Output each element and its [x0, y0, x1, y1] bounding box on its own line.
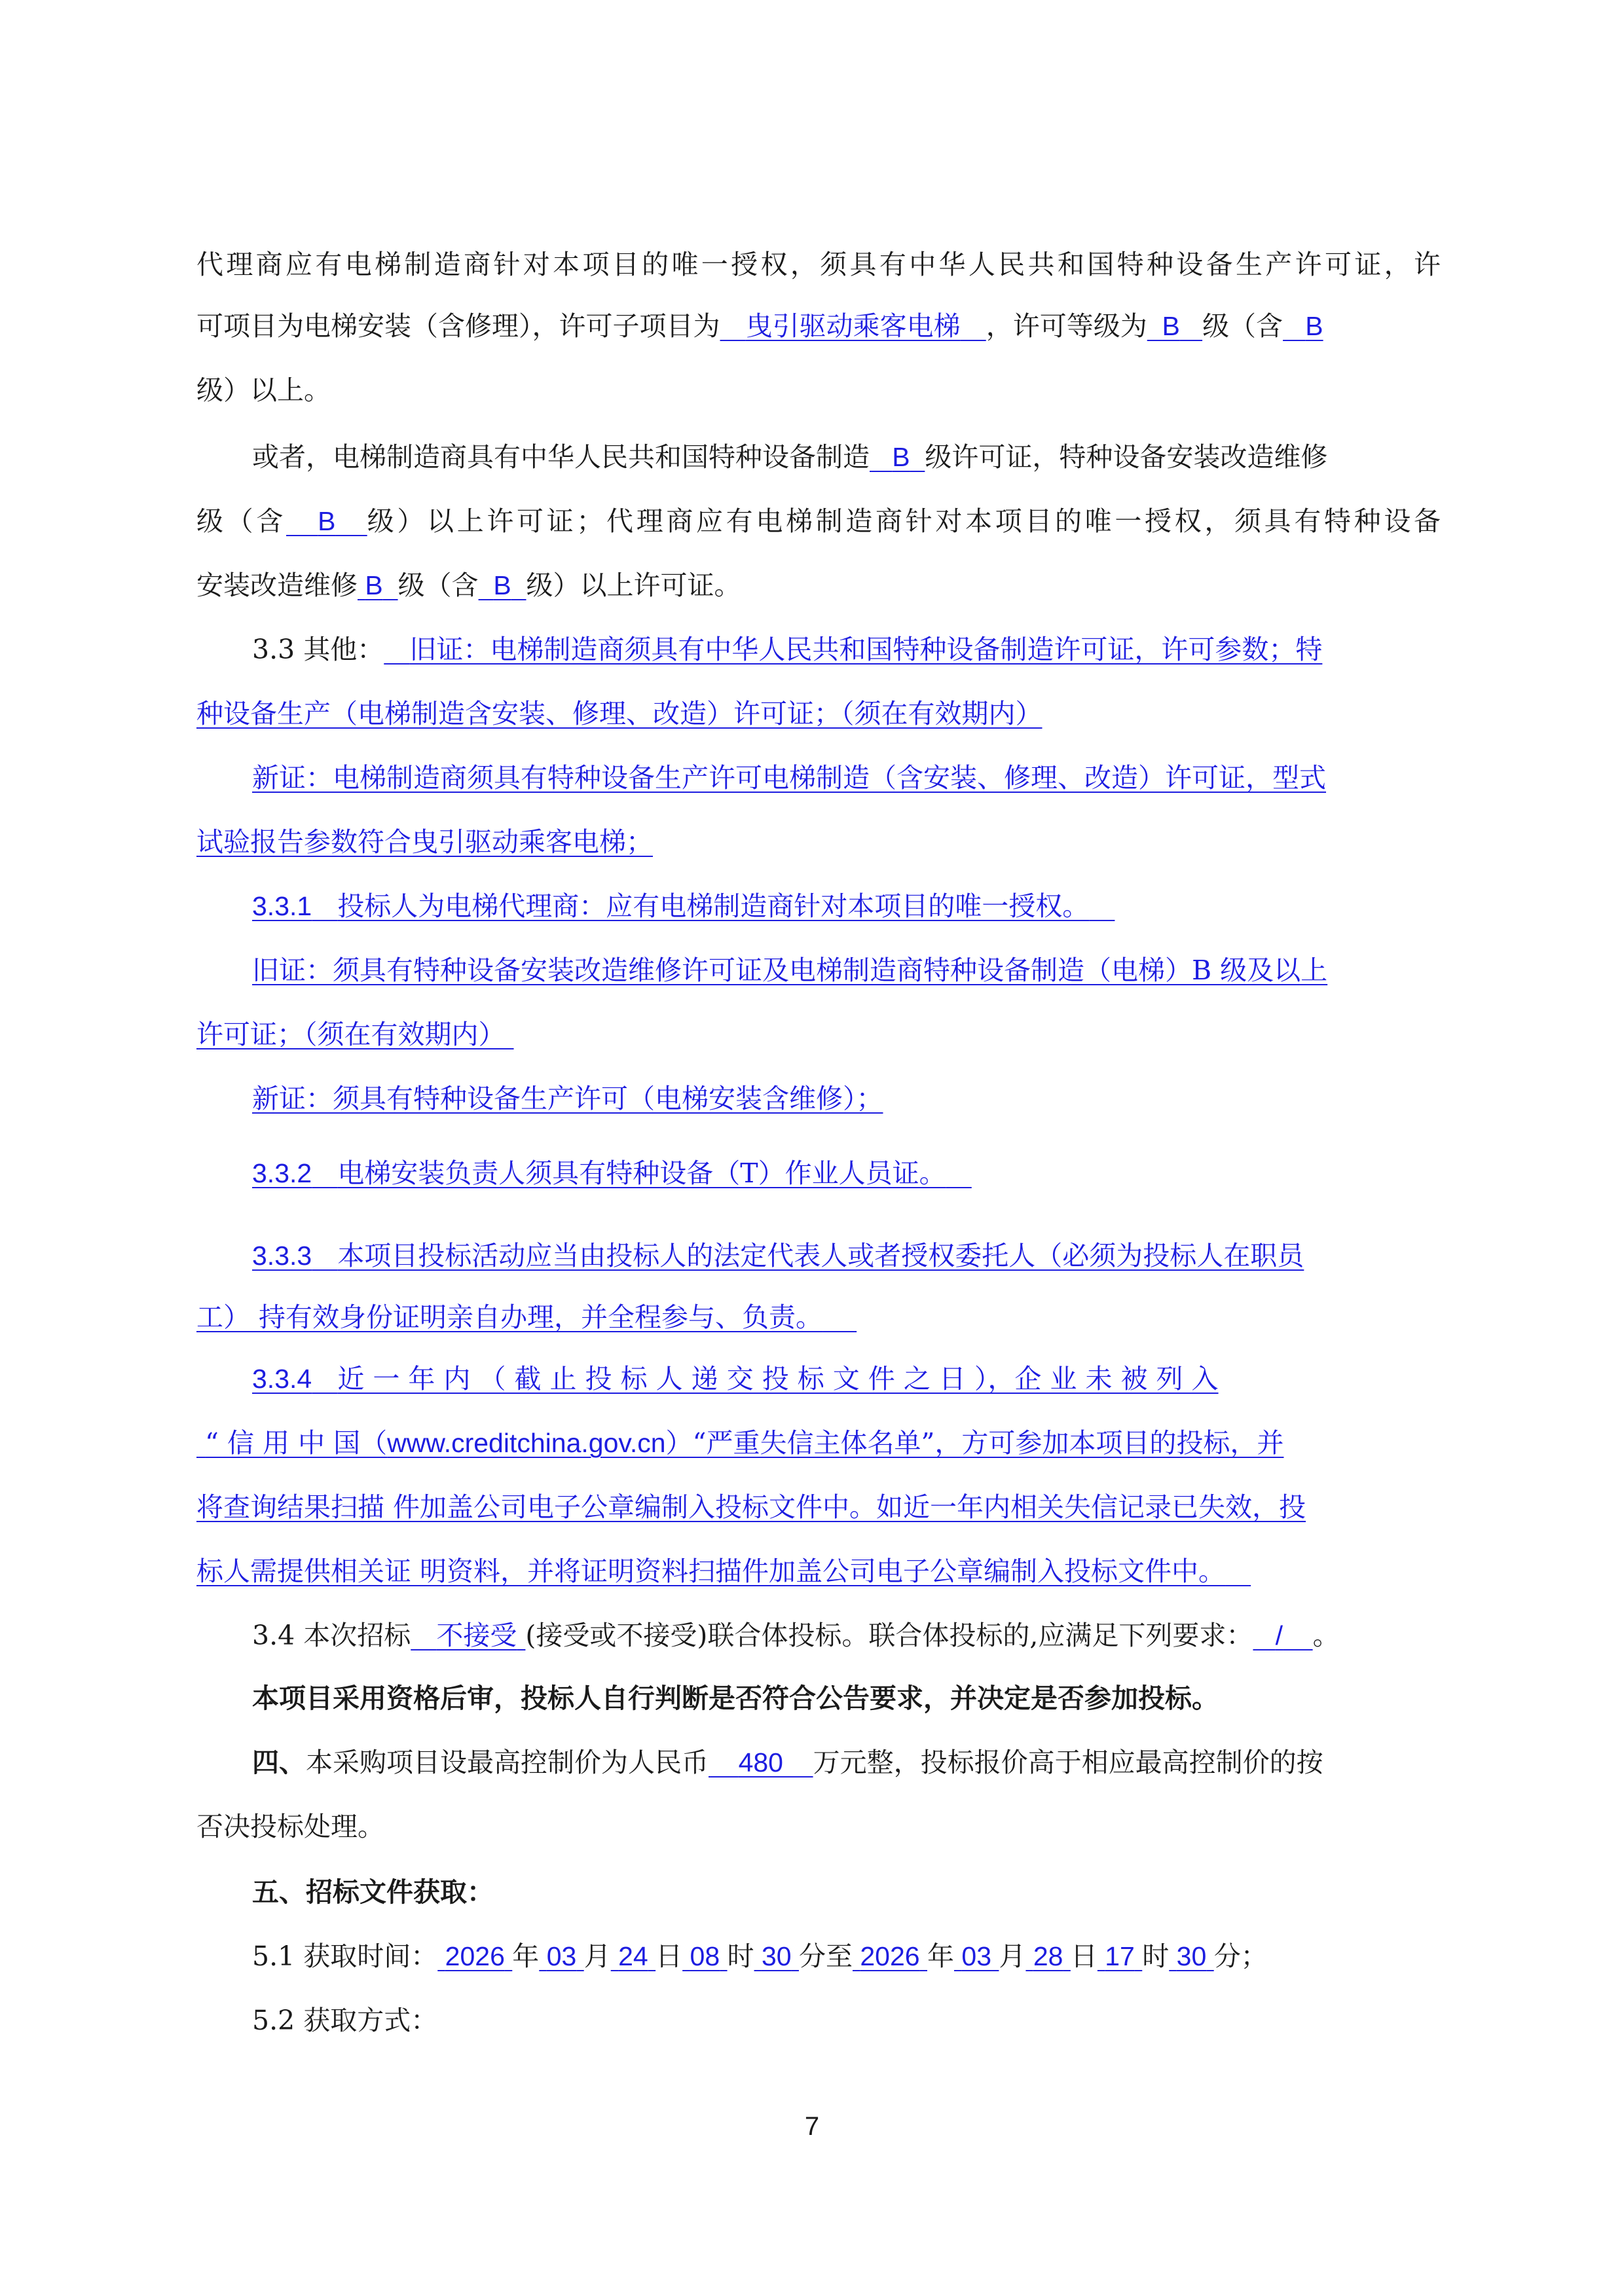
new-cert-text: 新证：电梯制造商须具有特种设备生产许可电梯制造（含安装、修理、改造）许可证，型式	[252, 762, 1326, 793]
text: 级（含	[1202, 310, 1283, 342]
s334-text: 3.3.4 近 一 年 内 （ 截 止 投 标 人 递 交 投 标 文 件 之 日 ），企 业 未 被 列 入	[252, 1363, 1219, 1394]
s333-text: 3.3.3 本项目投标活动应当由投标人的法定代表人或者授权委托人（必须为投标人在职员	[252, 1240, 1304, 1271]
grade-field: B	[493, 570, 511, 600]
text: 级（含	[397, 570, 479, 601]
section-label: 3.3 其他：	[252, 634, 384, 665]
grade-field: B	[365, 570, 383, 600]
s334-line1	[252, 1362, 1441, 1396]
p1-line1	[196, 247, 1441, 282]
end-month: 03	[961, 1941, 992, 1971]
max-price-field: 480	[738, 1747, 783, 1777]
text: 级）以上许可证。	[526, 570, 741, 601]
text: 可项目为电梯安装（含修理），许可子项目为	[196, 310, 720, 342]
text: 或者，电梯制造商具有中华人民共和国特种设备制造	[252, 441, 870, 473]
s334-text: 标人需提供相关证 明资料，并将证明资料扫描件加盖公司电子公章编制入投标文件中。	[196, 1556, 1226, 1587]
start-day: 24	[618, 1941, 648, 1971]
consortium-field: 不接受	[436, 1620, 517, 1651]
s33-line3	[252, 761, 1496, 795]
s334-line2	[196, 1426, 1441, 1460]
s4-line2	[196, 1810, 1441, 1844]
s331-line2	[252, 953, 1496, 987]
s331-line4	[252, 1082, 1496, 1116]
section-heading: 四、	[252, 1747, 306, 1778]
text: 本采购项目设最高控制价为人民币	[306, 1747, 709, 1778]
text: 代理商应有电梯制造商针对本项目的唯一授权，须具有中华人民共和国特种设备生产许可证，许	[196, 249, 1441, 280]
text: 安装改造维修	[196, 570, 358, 601]
credit-china-url: www.creditchina.gov.cn	[387, 1428, 666, 1458]
end-day: 28	[1033, 1941, 1063, 1971]
text: 级（含	[196, 505, 286, 537]
old-cert-text: 旧证：电梯制造商须具有中华人民共和国特种设备制造许可证，许可参数；特	[409, 634, 1323, 665]
text: ，许可等级为	[986, 310, 1147, 342]
start-year: 2026	[445, 1941, 505, 1971]
grade-field: B	[1305, 311, 1323, 341]
s34-line	[252, 1618, 1441, 1652]
s332-line	[252, 1156, 1496, 1190]
grade-field: B	[892, 442, 910, 472]
s33-line1	[252, 632, 1441, 666]
text: 5.1 获取时间：	[252, 1941, 438, 1972]
s333-line1	[252, 1239, 1496, 1273]
s5-title: 五、招标文件获取：	[252, 1876, 494, 1908]
text: 级许可证，特种设备安装改造维修	[925, 441, 1328, 473]
grade-field: B	[318, 506, 336, 536]
qualification-note: 本项目采用资格后审，投标人自行判断是否符合公告要求，并决定是否参加投标。	[252, 1683, 1219, 1714]
sub-item-field: 曳引驱动乘客电梯	[745, 310, 961, 342]
text: 级）以上。	[196, 374, 331, 406]
p1-line3	[196, 373, 1441, 407]
text: 级）以上许可证；代理商应有电梯制造商针对本项目的唯一授权，须具有特种设备	[367, 505, 1441, 537]
s334-line3	[196, 1490, 1441, 1524]
s334-line4	[196, 1554, 1441, 1588]
s331-line3	[196, 1017, 1441, 1051]
start-hour: 08	[690, 1941, 720, 1971]
s334-text: 将查询结果扫描 件加盖公司电子公章编制入投标文件中。如近一年内相关失信记录已失效，投	[196, 1491, 1306, 1523]
s5-method-line	[252, 2003, 1496, 2037]
text: 。	[1312, 1620, 1340, 1651]
s33-line4	[196, 825, 1441, 859]
page-number: 7	[804, 2112, 820, 2141]
p1-line2	[196, 309, 1441, 343]
s33-line2	[196, 697, 1441, 731]
p2-line3	[196, 568, 1441, 602]
s334-text: “ 信 用 中 国（www.creditchina.gov.cn）“严重失信主体名单”，方可参加本项目的投标，并	[205, 1427, 1284, 1459]
p2-line2	[196, 504, 1441, 538]
s331-text: 3.3.1 投标人为电梯代理商：应有电梯制造商针对本项目的唯一授权。	[252, 890, 1090, 922]
s333-text: 工） 持有效身份证明亲自办理，并全程参与、负责。	[196, 1302, 823, 1333]
text: 万元整，投标报价高于相应最高控制价的按	[813, 1747, 1323, 1778]
grade-field: B	[1162, 311, 1180, 341]
start-month: 03	[546, 1941, 577, 1971]
requirements-field: /	[1275, 1620, 1283, 1650]
text: 否决投标处理。	[196, 1811, 384, 1842]
new-cert-text: 试验报告参数符合曳引驱动乘客电梯；	[196, 826, 653, 858]
text: (接受或不接受)联合体投标。联合体投标的,应满足下列要求：	[525, 1620, 1253, 1651]
end-minute: 30	[1176, 1941, 1207, 1971]
s332-text: 3.3.2 电梯安装负责人须具有特种设备（T）作业人员证。	[252, 1157, 946, 1189]
s4-line1	[252, 1745, 1441, 1779]
text: 5.2 获取方式：	[252, 2005, 438, 2036]
end-year: 2026	[860, 1941, 920, 1971]
old-cert-text: 许可证；（须在有效期内）	[196, 1019, 506, 1050]
s331-line1	[252, 889, 1496, 923]
end-hour: 17	[1105, 1941, 1135, 1971]
p2-line1	[252, 440, 1496, 474]
old-cert-text: 旧证：须具有特种设备安装改造维修许可证及电梯制造商特种设备制造（电梯）B 级及以上	[252, 955, 1328, 986]
s5-time-line: 5.1 获取时间： 2026 年 03 月 24 日 08 时 30 分至 2026 年 03 月 28 日 17 时 30 分；	[252, 1941, 1268, 1972]
s333-line2	[196, 1300, 1441, 1334]
new-cert-text: 新证：须具有特种设备生产许可（电梯安装含维修）；	[252, 1083, 883, 1114]
old-cert-text: 种设备生产（电梯制造含安装、修理、改造）许可证；（须在有效期内）	[196, 698, 1043, 729]
start-minute: 30	[761, 1941, 792, 1971]
text: 3.4 本次招标	[252, 1620, 411, 1651]
